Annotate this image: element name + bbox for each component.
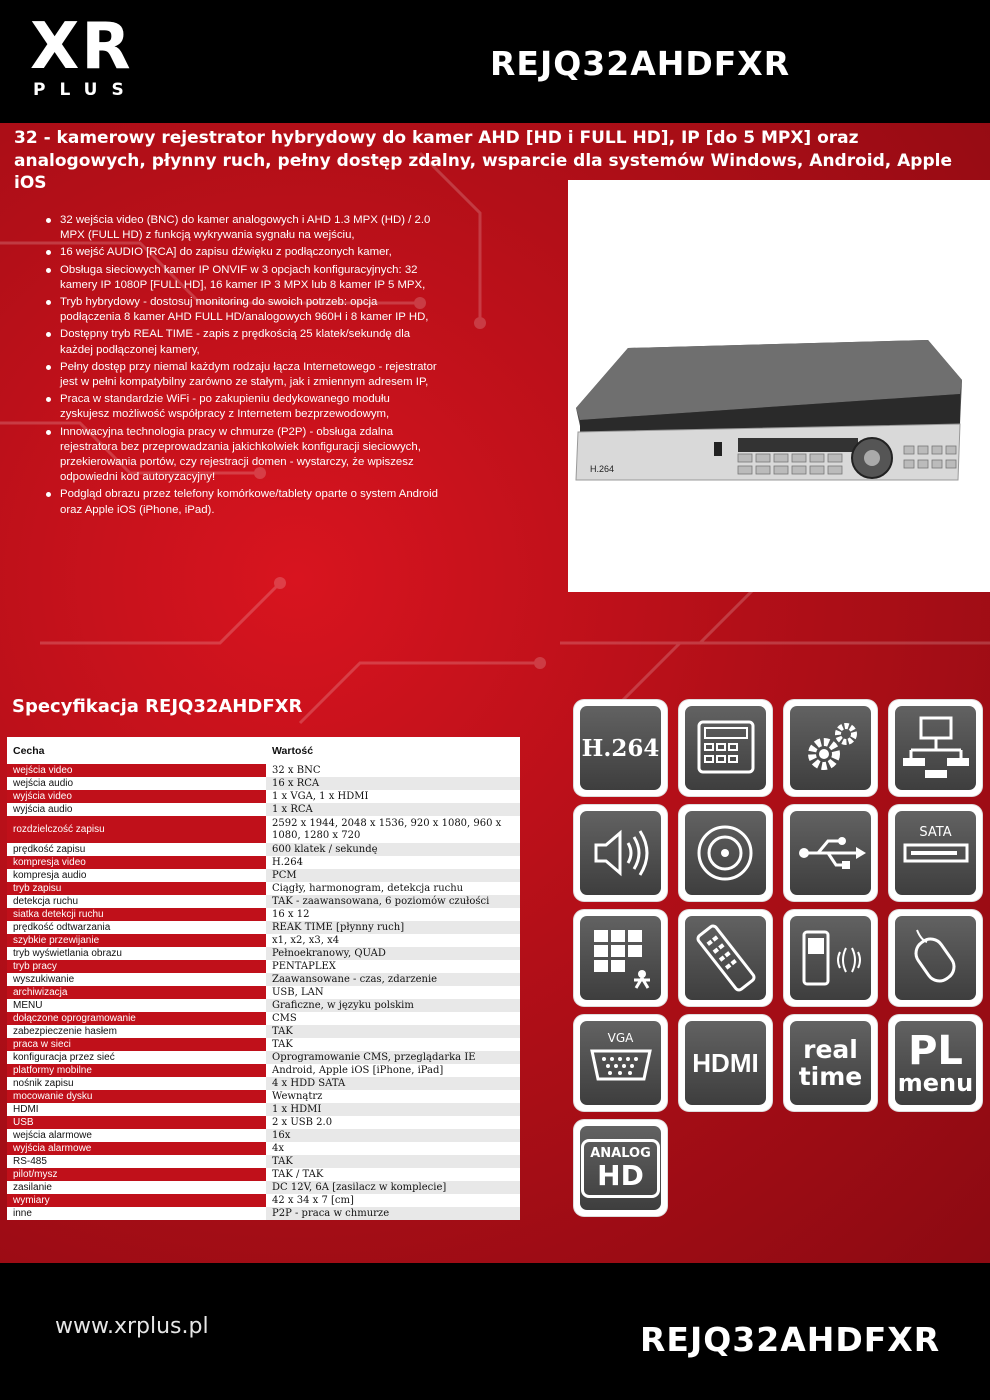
pl-menu-icon xyxy=(889,1015,982,1111)
multiscreen-icon xyxy=(574,910,667,1006)
spec-feature-cell: prędkość odtwarzania xyxy=(7,921,266,934)
spec-header-feature: Cecha xyxy=(7,737,266,764)
spec-row xyxy=(7,1103,520,1116)
spec-feature-cell: RS-485 xyxy=(7,1155,266,1168)
spec-feature-cell: USB xyxy=(7,1116,266,1129)
spec-value-cell: TAK - zaawansowana, 6 poziomów czułości xyxy=(266,895,520,908)
spec-title: Specyfikacja REJQ32AHDFXR xyxy=(12,696,303,717)
spec-value-cell: 2 x USB 2.0 xyxy=(266,1116,520,1129)
spec-value-cell: PCM xyxy=(266,869,520,882)
dvr-panel-icon xyxy=(679,700,772,796)
spec-feature-cell: archiwizacja xyxy=(7,986,266,999)
pl-menu-line2: menu xyxy=(897,1069,974,1097)
spec-row xyxy=(7,764,520,777)
spec-value-cell: TAK xyxy=(266,1025,520,1038)
real-time-line2: time xyxy=(798,1062,863,1091)
spec-value-cell: 4 x HDD SATA xyxy=(266,1077,520,1090)
spec-row xyxy=(7,921,520,934)
logo-main-text: XR xyxy=(30,10,133,84)
real-time-line1: real xyxy=(803,1035,858,1064)
spec-row xyxy=(7,803,520,816)
spec-feature-cell: tryb wyświetlania obrazu xyxy=(7,947,266,960)
real-time-icon xyxy=(784,1015,877,1111)
feature-item: 32 wejścia video (BNC) do kamer analogowych i AHD 1.3 MPX (HD) / 2.0 MPX (FULL HD) z funkcją wykrywania sygnału na wejściu, xyxy=(60,213,440,243)
spec-value-cell: Oprogramowanie CMS, przeglądarka IE xyxy=(266,1051,520,1064)
spec-row xyxy=(7,869,520,882)
spec-row xyxy=(7,843,520,856)
spec-value-cell: x1, x2, x3, x4 xyxy=(266,934,520,947)
audio-speaker-icon xyxy=(574,805,667,901)
feature-item: 16 wejść AUDIO [RCA] do zapisu dźwięku z podłączonych kamer, xyxy=(60,245,440,260)
spec-feature-cell: pilot/mysz xyxy=(7,1168,266,1181)
feature-item: Innowacyjna technologia pracy w chmurze (P2P) - obsługa zdalna rejestratora bez przeprowadzania jakichkolwiek konfiguracji sieciowych, przekierowania portów, czy rejestracji domen - wystarczy, że wpiszesz odpowiedni kod autoryzacyjny! xyxy=(60,425,440,486)
spec-row xyxy=(7,1155,520,1168)
spec-row xyxy=(7,882,520,895)
spec-feature-cell: dołączone oprogramowanie xyxy=(7,1012,266,1025)
mobile-phone-icon xyxy=(784,910,877,1006)
spec-feature-cell: wyjścia alarmowe xyxy=(7,1142,266,1155)
feature-item: Dostępny tryb REAL TIME - zapis z prędkością 25 klatek/sekundę dla każdej podłączonej kamery, xyxy=(60,327,440,357)
spec-feature-cell: wejścia video xyxy=(7,764,266,777)
model-title-bottom: REJQ32AHDFXR xyxy=(640,1320,941,1359)
feature-item: Tryb hybrydowy - dostosuj monitoring do swoich potrzeb: opcja podłączenia 8 kamer AHD FULL HD/analogowych 960H i 8 kamer IP HD, xyxy=(60,295,440,325)
spec-row xyxy=(7,1012,520,1025)
spec-feature-cell: szybkie przewijanie xyxy=(7,934,266,947)
spec-row xyxy=(7,1168,520,1181)
spec-value-cell: 2592 x 1944, 2048 x 1536, 920 x 1080, 960 x 1080, 1280 x 720 xyxy=(266,816,520,843)
spec-value-cell: H.264 xyxy=(266,856,520,869)
spec-row xyxy=(7,1090,520,1103)
spec-value-cell: P2P - praca w chmurze xyxy=(266,1207,520,1220)
spec-row xyxy=(7,986,520,999)
spec-header-row xyxy=(7,737,520,764)
spec-feature-cell: rozdzielczość zapisu xyxy=(7,816,266,843)
spec-feature-cell: wyszukiwanie xyxy=(7,973,266,986)
spec-feature-cell: tryb pracy xyxy=(7,960,266,973)
dvr-device-illustration xyxy=(568,180,990,592)
remote-control-icon xyxy=(679,910,772,1006)
spec-header-value: Wartość xyxy=(266,737,520,764)
spec-value-cell: TAK / TAK xyxy=(266,1168,520,1181)
spec-feature-cell: mocowanie dysku xyxy=(7,1090,266,1103)
spec-feature-cell: detekcja ruchu xyxy=(7,895,266,908)
spec-feature-cell: wymiary xyxy=(7,1194,266,1207)
spec-row xyxy=(7,908,520,921)
product-headline: 32 - kamerowy rejestrator hybrydowy do kamer AHD [HD i FULL HD], IP [do 5 MPX] oraz analogowych, płynny ruch, pełny dostęp zdalny, wsparcie dla systemów Windows, Android, Apple iOS xyxy=(14,128,952,193)
spec-feature-cell: wyjścia audio xyxy=(7,803,266,816)
spec-value-cell: USB, LAN xyxy=(266,986,520,999)
spec-row xyxy=(7,999,520,1012)
spec-value-cell: Wewnątrz xyxy=(266,1090,520,1103)
mouse-icon xyxy=(889,910,982,1006)
spec-value-cell: 1 x HDMI xyxy=(266,1103,520,1116)
spec-feature-cell: zabezpieczenie hasłem xyxy=(7,1025,266,1038)
spec-row xyxy=(7,1194,520,1207)
spec-row xyxy=(7,1077,520,1090)
spec-value-cell: 16 x 12 xyxy=(266,908,520,921)
spec-table xyxy=(7,737,520,1220)
top-header-bar xyxy=(0,0,990,123)
product-photo xyxy=(568,180,990,592)
h264-icon: H.264 xyxy=(574,700,667,796)
spec-feature-cell: praca w sieci xyxy=(7,1038,266,1051)
spec-value-cell: 4x xyxy=(266,1142,520,1155)
spec-row xyxy=(7,1181,520,1194)
feature-item: Podgląd obrazu przez telefony komórkowe/tablety oparte o system Android oraz Apple iOS (iPhone, iPad). xyxy=(60,487,440,517)
spec-row xyxy=(7,790,520,803)
spec-value-cell: Android, Apple iOS [iPhone, iPad] xyxy=(266,1064,520,1077)
spec-row xyxy=(7,1207,520,1220)
spec-value-cell: Zaawansowane - czas, zdarzenie xyxy=(266,973,520,986)
analog-hd-line2: HD xyxy=(597,1158,644,1192)
spec-row xyxy=(7,816,520,843)
spec-value-cell: PENTAPLEX xyxy=(266,960,520,973)
sata-drive-icon: SATA xyxy=(889,805,982,901)
spec-value-cell: 32 x BNC xyxy=(266,764,520,777)
spec-feature-cell: kompresja video xyxy=(7,856,266,869)
spec-row xyxy=(7,856,520,869)
spec-value-cell: Pełnoekranowy, QUAD xyxy=(266,947,520,960)
spec-row xyxy=(7,1142,520,1155)
feature-item: Obsługa sieciowych kamer IP ONVIF w 3 opcjach konfiguracyjnych: 32 kamery IP 1080P [FULL HD], 16 kamer IP 3 MPX lub 8 kamer IP 5 MPX, xyxy=(60,263,440,293)
vga-icon: VGA xyxy=(574,1015,667,1111)
spec-row xyxy=(7,1051,520,1064)
spec-row xyxy=(7,934,520,947)
spec-row xyxy=(7,1025,520,1038)
spec-feature-cell: wejścia audio xyxy=(7,777,266,790)
spec-feature-cell: zasilanie xyxy=(7,1181,266,1194)
spec-feature-cell: wejścia alarmowe xyxy=(7,1129,266,1142)
website-link[interactable]: www.xrplus.pl xyxy=(55,1314,209,1339)
analog-hd-icon xyxy=(574,1120,667,1216)
spec-feature-cell: nośnik zapisu xyxy=(7,1077,266,1090)
spec-feature-cell: tryb zapisu xyxy=(7,882,266,895)
device-codec-label: H.264 xyxy=(590,464,615,474)
spec-value-cell: Graficzne, w języku polskim xyxy=(266,999,520,1012)
hdmi-icon: HDMI xyxy=(679,1015,772,1111)
spec-feature-cell: konfiguracja przez sieć xyxy=(7,1051,266,1064)
spec-feature-cell: HDMI xyxy=(7,1103,266,1116)
usb-icon xyxy=(784,805,877,901)
logo-sub-text: PLUS xyxy=(33,80,138,100)
spec-row xyxy=(7,1038,520,1051)
pl-menu-line1: PL xyxy=(908,1028,963,1074)
spec-value-cell: DC 12V, 6A [zasilacz w komplecie] xyxy=(266,1181,520,1194)
spec-value-cell: Ciągły, harmonogram, detekcja ruchu xyxy=(266,882,520,895)
spec-row xyxy=(7,973,520,986)
spec-row xyxy=(7,947,520,960)
spec-value-cell: 1 x VGA, 1 x HDMI xyxy=(266,790,520,803)
network-icon xyxy=(889,700,982,796)
spec-row xyxy=(7,1064,520,1077)
spec-value-cell: TAK xyxy=(266,1038,520,1051)
spec-feature-cell: prędkość zapisu xyxy=(7,843,266,856)
spec-feature-cell: siatka detekcji ruchu xyxy=(7,908,266,921)
spec-feature-cell: platformy mobilne xyxy=(7,1064,266,1077)
feature-item: Praca w standardzie WiFi - po zakupieniu dedykowanego modułu zyskujesz możliwość współpracy z Internetem bezprzewodowym, xyxy=(60,392,440,422)
spec-row xyxy=(7,1129,520,1142)
spec-value-cell: 16 x RCA xyxy=(266,777,520,790)
spec-feature-cell: wyjścia video xyxy=(7,790,266,803)
feature-list xyxy=(40,213,440,520)
feature-item: Pełny dostęp przy niemal każdym rodzaju łącza Internetowego - rejestrator jest w pełni kompatybilny zarówno ze stałym, jak i zmiennym adresem IP, xyxy=(60,360,440,390)
spec-value-cell: CMS xyxy=(266,1012,520,1025)
spec-value-cell: REAK TIME [płynny ruch] xyxy=(266,921,520,934)
spec-row xyxy=(7,1116,520,1129)
spec-feature-cell: MENU xyxy=(7,999,266,1012)
spec-row xyxy=(7,960,520,973)
spec-value-cell: TAK xyxy=(266,1155,520,1168)
spec-row xyxy=(7,777,520,790)
spec-value-cell: 16x xyxy=(266,1129,520,1142)
spec-row xyxy=(7,895,520,908)
spec-feature-cell: inne xyxy=(7,1207,266,1220)
spec-value-cell: 42 x 34 x 7 [cm] xyxy=(266,1194,520,1207)
jog-dial-icon xyxy=(679,805,772,901)
model-title-top: REJQ32AHDFXR xyxy=(490,44,791,83)
settings-gears-icon xyxy=(784,700,877,796)
spec-value-cell: 1 x RCA xyxy=(266,803,520,816)
xr-plus-logo xyxy=(30,10,170,104)
spec-feature-cell: kompresja audio xyxy=(7,869,266,882)
analog-hd-line1: ANALOG xyxy=(590,1145,651,1161)
spec-value-cell: 600 klatek / sekundę xyxy=(266,843,520,856)
